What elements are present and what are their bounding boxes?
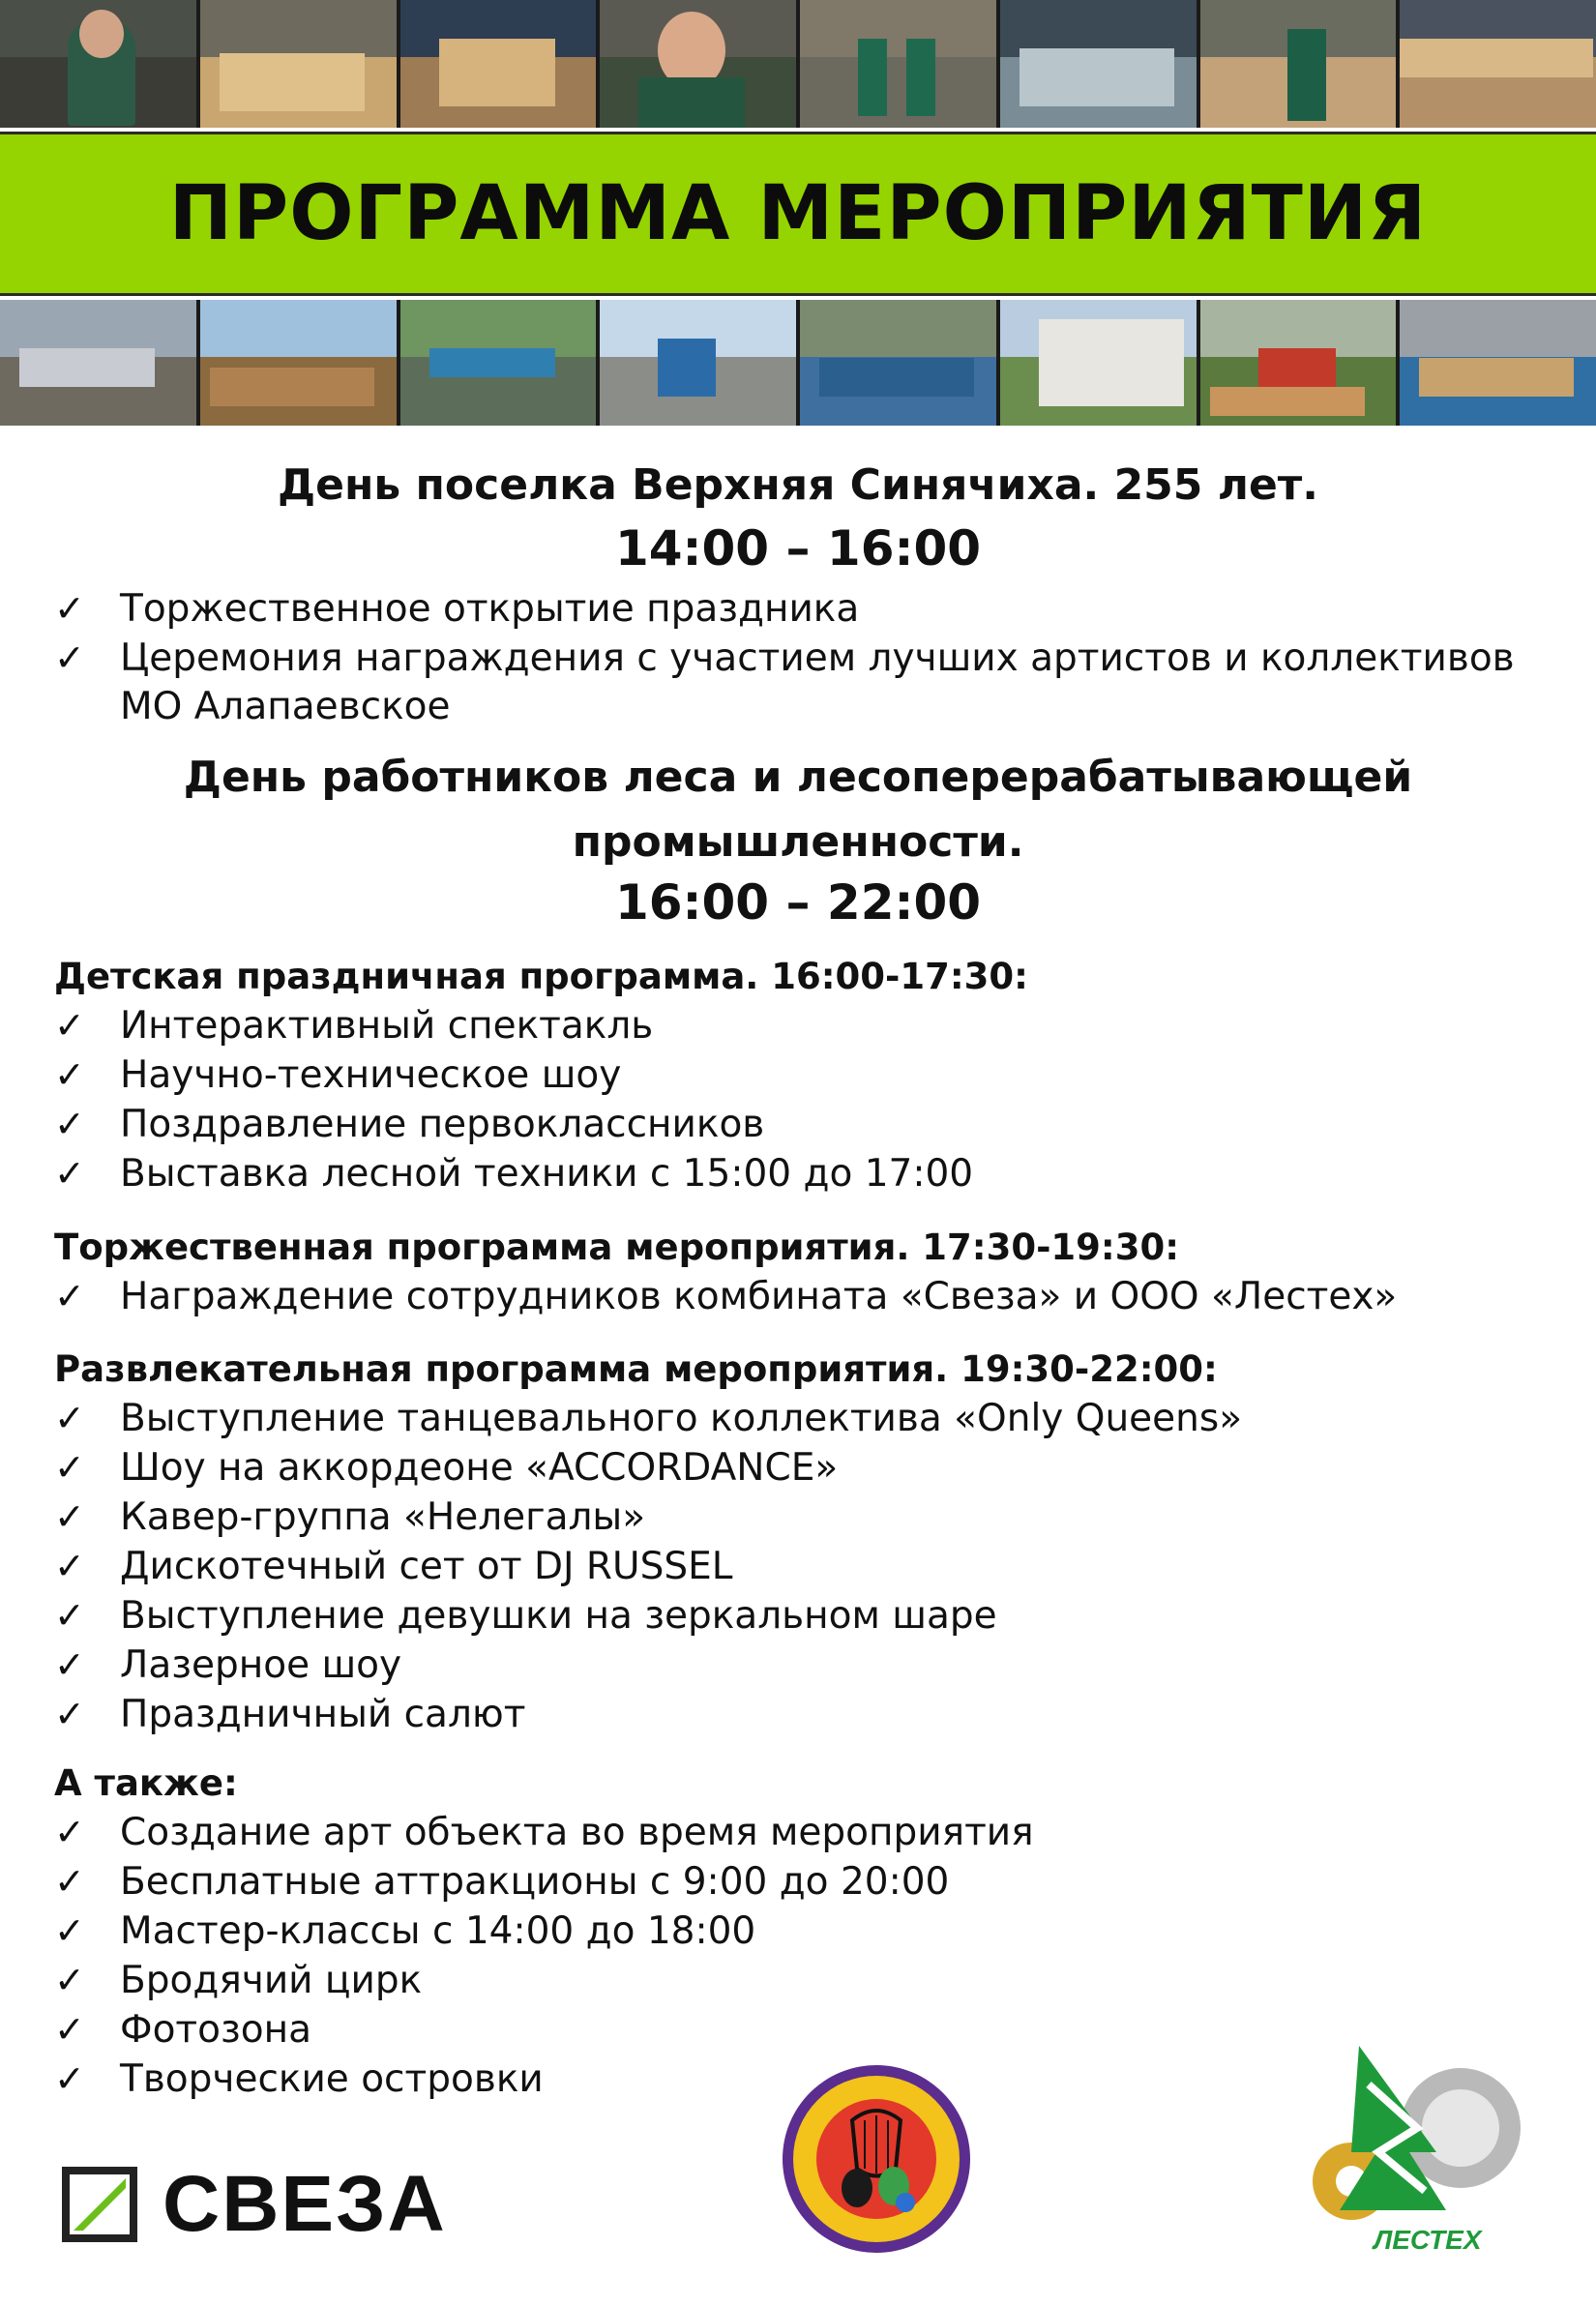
item-text: Дискотечный сет от DJ RUSSEL	[120, 1545, 733, 1588]
photo-veneer-line	[1400, 0, 1596, 128]
photo-building	[1000, 300, 1197, 426]
list-item	[54, 2004, 311, 2055]
sveza-logo	[62, 2159, 447, 2250]
event1-title: День поселка Верхняя Синячиха. 255 лет.	[277, 460, 1319, 510]
list-item	[54, 1906, 755, 1957]
photo-aerial-plant	[0, 300, 196, 426]
check-icon: ✓	[54, 1152, 85, 1195]
event1-item-continuation	[120, 682, 450, 732]
check-icon: ✓	[54, 1860, 85, 1903]
item-text: Фотозона	[120, 2008, 312, 2052]
check-icon: ✓	[54, 1053, 85, 1096]
photo-operator	[1200, 0, 1397, 128]
event1-item	[54, 633, 1515, 684]
title-band	[0, 132, 1596, 296]
list-item	[54, 1955, 422, 2006]
event2-title-line1: День работников леса и лесоперерабатывающей	[183, 753, 1413, 802]
check-icon: ✓	[54, 1643, 85, 1686]
list-item	[54, 1541, 732, 1592]
check-icon: ✓	[54, 1275, 85, 1317]
event1-time: 14:00 – 16:00	[614, 520, 982, 576]
item-text: Научно-техническое шоу	[120, 1053, 622, 1097]
item-text: МО Алапаевское	[120, 685, 451, 728]
item-text: Мастер-классы с 14:00 до 18:00	[120, 1909, 756, 1953]
bottom-photo-strip	[0, 300, 1596, 426]
photo-warehouse	[400, 0, 597, 128]
list-item	[54, 1099, 764, 1150]
list-item	[54, 1000, 653, 1051]
list-item	[54, 1492, 645, 1543]
item-text: Выставка лесной техники с 15:00 до 17:00	[120, 1152, 974, 1196]
check-icon: ✓	[54, 587, 85, 630]
photo-sawmill-hall	[1400, 300, 1596, 426]
item-text: Кавер-группа «Нелегалы»	[120, 1495, 646, 1539]
event1-item	[54, 583, 859, 635]
check-icon: ✓	[54, 1959, 85, 2001]
culture-house-logo	[780, 2062, 973, 2256]
check-icon: ✓	[54, 1004, 85, 1047]
item-text: Бродячий цирк	[120, 1959, 423, 2002]
photo-plywood-stack	[200, 0, 397, 128]
page-title: ПРОГРАММА МЕРОПРИЯТИЯ	[168, 170, 1428, 257]
check-icon: ✓	[54, 1693, 85, 1735]
photo-forestry-machine	[1200, 300, 1397, 426]
check-icon: ✓	[54, 1446, 85, 1489]
photo-factory-floor	[800, 0, 996, 128]
check-icon: ✓	[54, 1495, 85, 1538]
check-icon: ✓	[54, 1545, 85, 1587]
list-item	[54, 1856, 949, 1907]
item-text: Бесплатные аттракционы с 9:00 до 20:00	[120, 1860, 950, 1904]
item-text: Интерактивный спектакль	[120, 1004, 654, 1048]
item-text: Награждение сотрудников комбината «Свеза» и ООО «Лестех»	[120, 1275, 1398, 1318]
list-item	[54, 1590, 997, 1641]
item-text: Поздравление первоклассников	[120, 1103, 765, 1146]
photo-worker-smiling	[0, 0, 196, 128]
list-item	[54, 2054, 544, 2105]
photo-machinery	[800, 300, 996, 426]
item-text: Торжественное открытие праздника	[120, 587, 860, 631]
photo-control-panel	[1000, 0, 1197, 128]
photo-worker-glasses	[600, 0, 796, 128]
section-heading: Детская праздничная программа. 16:00-17:30:	[54, 956, 1028, 997]
lestex-wordmark: ЛЕСТЕХ	[1374, 2225, 1482, 2255]
check-icon: ✓	[54, 636, 85, 679]
event2-title-line2: промышленности.	[572, 817, 1024, 867]
list-item	[54, 1442, 838, 1493]
lestex-logo	[1301, 2046, 1533, 2254]
check-icon: ✓	[54, 2057, 85, 2100]
sveza-wordmark: СВЕЗА	[163, 2160, 447, 2248]
check-icon: ✓	[54, 1811, 85, 1853]
list-item	[54, 1689, 525, 1740]
photo-log-yard	[200, 300, 397, 426]
list-item	[54, 1807, 1034, 1858]
item-text: Выступление танцевального коллектива «Only Queens»	[120, 1397, 1243, 1440]
list-item	[54, 1640, 401, 1691]
event2-time: 16:00 – 22:00	[614, 874, 982, 931]
item-text: Творческие островки	[120, 2057, 544, 2101]
section-heading: Развлекательная программа мероприятия. 19:30-22:00:	[54, 1348, 1218, 1390]
sveza-mark-icon	[62, 2167, 137, 2242]
top-photo-strip	[0, 0, 1596, 128]
item-text: Лазерное шоу	[120, 1643, 402, 1687]
item-text: Создание арт объекта во время мероприятия	[120, 1811, 1034, 1854]
photo-cranes	[600, 300, 796, 426]
check-icon: ✓	[54, 2008, 85, 2051]
item-text: Церемония награждения с участием лучших артистов и коллективов	[120, 636, 1515, 680]
section-heading: А также:	[54, 1762, 238, 1804]
check-icon: ✓	[54, 1909, 85, 1952]
section-heading: Торжественная программа мероприятия. 17:30-19:30:	[54, 1227, 1180, 1268]
list-item	[54, 1050, 621, 1101]
check-icon: ✓	[54, 1397, 85, 1439]
item-text: Шоу на аккордеоне «ACCORDANCE»	[120, 1446, 839, 1490]
list-item	[54, 1271, 1397, 1322]
check-icon: ✓	[54, 1594, 85, 1637]
list-item	[54, 1393, 1242, 1444]
item-text: Праздничный салют	[120, 1693, 526, 1736]
check-icon: ✓	[54, 1103, 85, 1145]
photo-conveyor	[400, 300, 597, 426]
item-text: Выступление девушки на зеркальном шаре	[120, 1594, 997, 1638]
list-item	[54, 1148, 973, 1199]
